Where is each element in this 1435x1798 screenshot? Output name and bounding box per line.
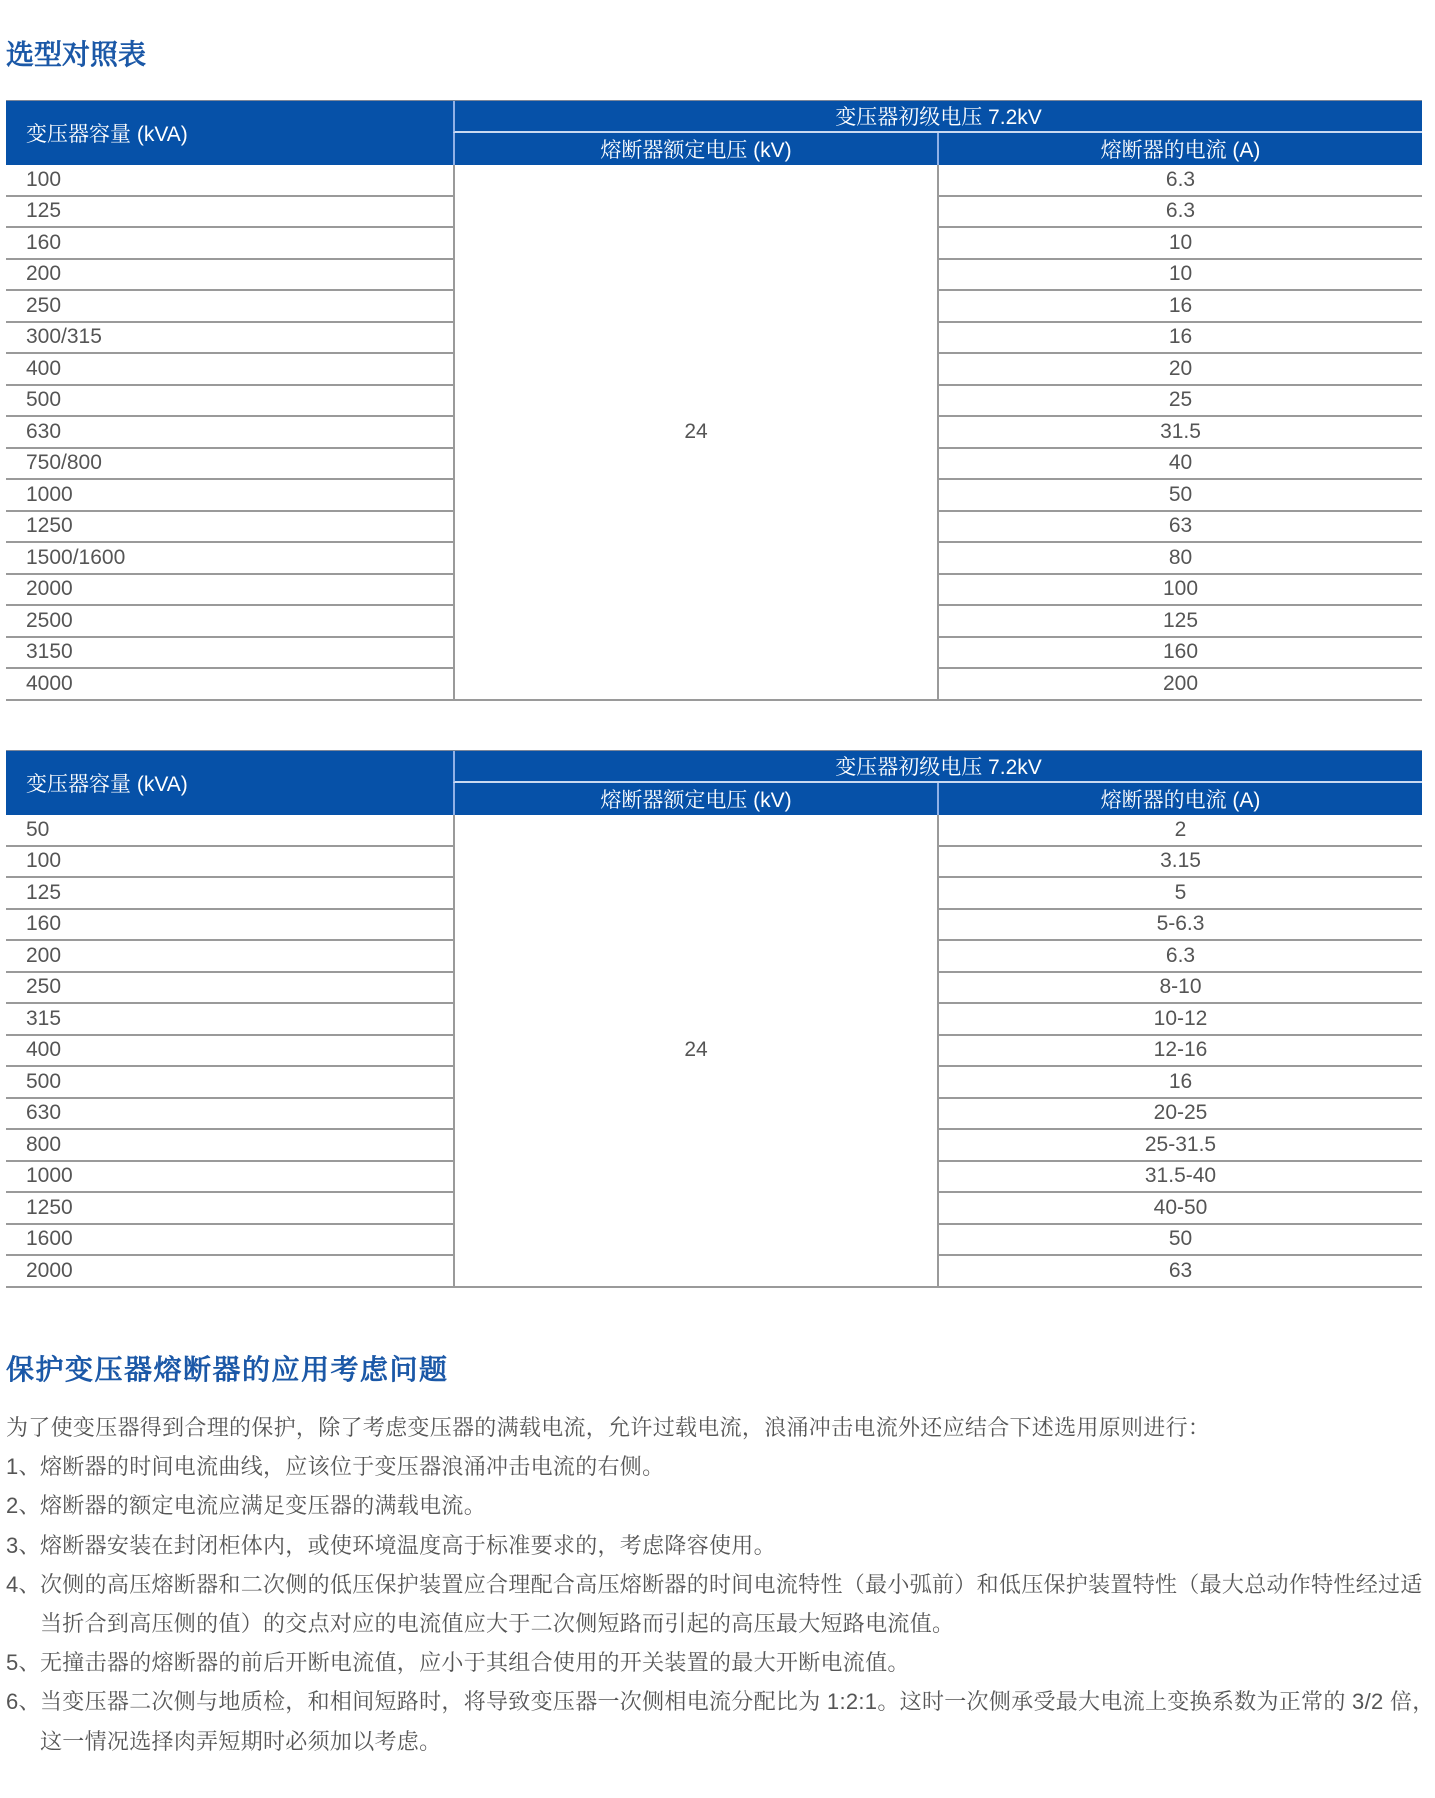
fuse-current-cell: 25-31.5	[937, 1130, 1422, 1162]
header-rated-voltage: 熔断器额定电压 (kV)	[453, 783, 937, 815]
capacity-cell: 1250	[6, 512, 453, 544]
capacity-cell: 3150	[6, 638, 453, 670]
header-capacity: 变压器容量 (kVA)	[6, 751, 453, 815]
header-rated-voltage: 熔断器额定电压 (kV)	[453, 133, 937, 165]
capacity-cell: 300/315	[6, 323, 453, 355]
fuse-current-cell: 8-10	[937, 973, 1422, 1005]
fuse-current-cell: 10	[937, 228, 1422, 260]
intro-paragraph: 为了使变压器得到合理的保护，除了考虑变压器的满载电流，允许过载电流，浪涌冲击电流外还应结合下述选用原则进行：	[6, 1415, 1211, 1440]
fuse-current-cell: 200	[937, 669, 1422, 701]
fuse-current-cell: 40	[937, 449, 1422, 481]
section-title: 保护变压器熔断器的应用考虑问题	[6, 1354, 449, 1385]
capacity-cell: 750/800	[6, 449, 453, 481]
capacity-cell: 100	[6, 165, 453, 197]
fuse-current-cell: 12-16	[937, 1036, 1422, 1068]
list-item-text: 这一情况选择肉弄短期时必须加以考虑。	[40, 1728, 442, 1754]
capacity-cell: 4000	[6, 669, 453, 701]
list-item-number: 5、	[6, 1650, 41, 1676]
capacity-cell: 2000	[6, 575, 453, 607]
fuse-current-cell: 40-50	[937, 1193, 1422, 1225]
fuse-current-cell: 10-12	[937, 1004, 1422, 1036]
list-item	[6, 1643, 1435, 1682]
list-item-number: 2、	[6, 1493, 41, 1519]
fuse-current-cell: 50	[937, 480, 1422, 512]
capacity-cell: 400	[6, 354, 453, 386]
fuse-current-cell: 5	[937, 878, 1422, 910]
list-item-text: 次侧的高压熔断器和二次侧的低压保护装置应合理配合高压熔断器的时间电流特性（最小弧前）和低压保护装置特性（最大总动作特性经过适	[40, 1571, 1423, 1597]
fuse-current-cell: 20	[937, 354, 1422, 386]
selection-table-2	[6, 750, 1422, 1288]
capacity-cell: 1500/1600	[6, 543, 453, 575]
list-item-number: 4、	[6, 1571, 41, 1597]
capacity-cell: 500	[6, 386, 453, 418]
list-item-number: 6、	[6, 1689, 41, 1715]
fuse-current-cell: 2	[937, 815, 1422, 847]
fuse-current-cell: 6.3	[937, 197, 1422, 229]
fuse-current-cell: 16	[937, 291, 1422, 323]
list-item-text: 熔断器的时间电流曲线，应该位于变压器浪涌冲击电流的右侧。	[40, 1454, 665, 1480]
list-item-text: 无撞击器的熔断器的前后开断电流值，应小于其组合使用的开关装置的最大开断电流值。	[40, 1650, 910, 1676]
capacity-cell: 500	[6, 1067, 453, 1099]
rated-voltage-cell: 24	[453, 165, 937, 701]
fuse-current-cell: 125	[937, 606, 1422, 638]
capacity-cell: 160	[6, 910, 453, 942]
fuse-current-cell: 50	[937, 1225, 1422, 1257]
list-item-text: 熔断器安装在封闭柜体内，或使环境温度高于标准要求的，考虑降容使用。	[40, 1532, 776, 1558]
list-item	[6, 1682, 1435, 1760]
fuse-current-cell: 6.3	[937, 165, 1422, 197]
capacity-cell: 125	[6, 878, 453, 910]
selection-table-1	[6, 100, 1422, 701]
list-item	[6, 1486, 1435, 1525]
fuse-current-cell: 80	[937, 543, 1422, 575]
fuse-current-cell: 6.3	[937, 941, 1422, 973]
capacity-cell: 200	[6, 260, 453, 292]
header-capacity: 变压器容量 (kVA)	[6, 101, 453, 165]
header-primary-voltage: 变压器初级电压 7.2kV	[453, 751, 1422, 783]
list-item-number: 1、	[6, 1454, 41, 1480]
fuse-current-cell: 31.5-40	[937, 1162, 1422, 1194]
section-body	[6, 1408, 1435, 1761]
capacity-cell: 630	[6, 1099, 453, 1131]
fuse-current-cell: 16	[937, 323, 1422, 355]
list-item	[6, 1447, 1435, 1486]
fuse-current-cell: 63	[937, 1256, 1422, 1288]
list-item-text: 熔断器的额定电流应满足变压器的满载电流。	[40, 1493, 487, 1519]
capacity-cell: 125	[6, 197, 453, 229]
capacity-cell: 1600	[6, 1225, 453, 1257]
capacity-cell: 160	[6, 228, 453, 260]
list-item-number: 3、	[6, 1532, 41, 1558]
page-title: 选型对照表	[6, 39, 147, 70]
fuse-current-cell: 25	[937, 386, 1422, 418]
capacity-cell: 100	[6, 847, 453, 879]
fuse-current-cell: 31.5	[937, 417, 1422, 449]
fuse-current-cell: 100	[937, 575, 1422, 607]
capacity-cell: 2500	[6, 606, 453, 638]
capacity-cell: 315	[6, 1004, 453, 1036]
list-item-text: 当变压器二次侧与地质检，和相间短路时，将导致变压器一次侧相电流分配比为 1:2:1。这时一次侧承受最大电流上变换系数为正常的 3/2 倍，	[40, 1689, 1435, 1715]
header-primary-voltage: 变压器初级电压 7.2kV	[453, 101, 1422, 133]
fuse-current-cell: 20-25	[937, 1099, 1422, 1131]
rated-voltage-cell: 24	[453, 815, 937, 1288]
fuse-current-cell: 5-6.3	[937, 910, 1422, 942]
list-item	[6, 1526, 1435, 1565]
fuse-current-cell: 16	[937, 1067, 1422, 1099]
capacity-cell: 630	[6, 417, 453, 449]
list-item	[6, 1565, 1435, 1643]
capacity-cell: 50	[6, 815, 453, 847]
list-item-text: 当折合到高压侧的值）的交点对应的电流值应大于二次侧短路而引起的高压最大短路电流值。	[40, 1611, 955, 1637]
capacity-cell: 400	[6, 1036, 453, 1068]
capacity-cell: 250	[6, 973, 453, 1005]
fuse-current-cell: 10	[937, 260, 1422, 292]
principles-list	[6, 1447, 1435, 1761]
capacity-cell: 1250	[6, 1193, 453, 1225]
capacity-cell: 800	[6, 1130, 453, 1162]
fuse-current-cell: 160	[937, 638, 1422, 670]
capacity-cell: 1000	[6, 1162, 453, 1194]
capacity-cell: 1000	[6, 480, 453, 512]
capacity-cell: 2000	[6, 1256, 453, 1288]
fuse-current-cell: 3.15	[937, 847, 1422, 879]
capacity-cell: 250	[6, 291, 453, 323]
header-fuse-current: 熔断器的电流 (A)	[937, 783, 1422, 815]
header-fuse-current: 熔断器的电流 (A)	[937, 133, 1422, 165]
capacity-cell: 200	[6, 941, 453, 973]
fuse-current-cell: 63	[937, 512, 1422, 544]
